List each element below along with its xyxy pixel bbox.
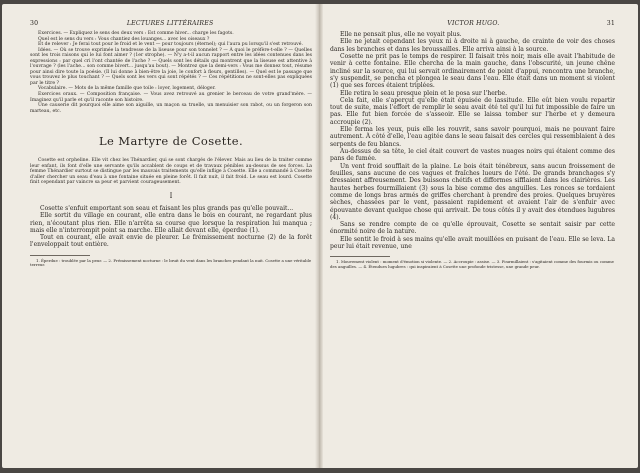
body-paragraph: Tout en courant, elle avait envie de pleurer. Le frémissement nocturne (2) de la forêt l'enveloppait tout entière. <box>30 234 312 249</box>
right-running-header <box>330 20 615 27</box>
right-page-number: 31 <box>606 20 615 27</box>
body-paragraph: Elle ne pensait plus, elle ne voyait plus. <box>340 31 462 38</box>
right-footnotes <box>330 260 615 269</box>
body-paragraph: Au-dessus de sa tête, le ciel était couvert de vastes nuages noirs qui étaient comme des pans de fumée. <box>330 148 615 163</box>
body-paragraph: Cosette s'enfuit emportant son seau et faisant les plus grands pas qu'elle pouvait... <box>40 204 294 212</box>
chapter-intro <box>30 158 312 186</box>
exercise-paragraph: Et de relever : Je ferai tout pour le froid et le vent — pour toujours (éternel); qui l'aura pu lorsqu'il s'est retrouvé. <box>38 42 303 48</box>
exercise-paragraph: Une causerie dit pourquoi elle aime son aiguille, un maçon sa truelle, un menuisier son rabot, ou un forgeron son marteau, etc. <box>30 103 312 114</box>
book-gutter <box>315 4 323 468</box>
left-body-text <box>30 205 312 249</box>
body-paragraph: Un vent froid soufflait de la plaine. Le bois était ténébreux, sans aucun froissement de feuilles, sans aucune de ces vagues et fraîches lueurs de l'été. De grands branchages s'y dressaient affreusement. Des buissons chétifs et difformes sifflaient dans les clairières. Les hautes herbes fourmillaient (3) sous la bise comme des anguilles. Les ronces se tordaient comme de longs bras armés de griffes cherchant à prendre des proies. Quelques bruyères sèches, chassées par le vent, passaient rapidement et avaient l'air de s'enfuir avec épouvante devant quelque chose qui arrivait. De tous côtés il y avait des étendues lugubres (4). <box>330 162 615 221</box>
section-numeral: I <box>169 191 173 200</box>
body-paragraph: Elle sentit le froid à ses mains qu'elle avait mouillées en puisant de l'eau. Elle se leva. La peur lui était revenue, une <box>330 235 615 251</box>
body-paragraph: Elle retira le seau presque plein et le posa sur l'herbe. <box>340 89 508 97</box>
chapter-title: Le Martyre de Cosette. <box>98 134 244 149</box>
right-header-title: VICTOR HUGO. <box>447 20 500 27</box>
body-paragraph: Cela fait, elle s'aperçut qu'elle était épuisée de lassitude. Elle eût bien voulu repartir tout de suite, mais l'effort de remplir le seau avait été tel qu'il lui fut impossible de faire un pas. Elle fut bien forcée de s'asseoir. Elle se laissa tomber sur l'herbe et y demeura accroupie (2). <box>330 96 615 126</box>
right-body-text <box>330 31 615 250</box>
exercise-paragraph: Exercices. — Expliquez le sens des deux vers : Est comme hiver... charge les fagots. <box>38 31 234 36</box>
left-footnotes <box>30 259 312 268</box>
intro-paragraph: Cosette est orpheline. Elle vit chez les Thénardier, qui se sont chargés de l'élever. Mais au lieu de la traiter comme leur enfant, ils font d'elle une servante qu'ils accablent de coups et de travaux pénibles au-dessus de ses forces. La femme Thénardier surtout se distingue par les mauvais traitements qu'elle inflige à Cosette. Elle a commandé à Cosette d'aller chercher un seau d'eau à une fontaine située en pleine forêt. Il fait nuit, il fait froid. Le seau est lourd. Cosette finit cependant par vaincre sa peur et parvient courageusement. <box>30 158 312 186</box>
exercise-paragraph: Vocabulaire. — Mots de la même famille que toile : loyer, logement, déloger. <box>38 86 216 92</box>
body-paragraph: Cosette ne prit pas le temps de respirer. Il faisait très noir, mais elle avait l'habitude de venir à cette fontaine. Elle chercha de la main gauche, dans l'obscurité, un jeune chêne incliné sur la source, qui lui servait ordinairement de point d'appui, rencontra une branche, s'y suspendit, se pencha et plongea le seau dans l'eau. Elle était dans un moment si violent (1) que ses forces étaient triplées. <box>330 52 615 90</box>
body-paragraph: Sans se rendre compte de ce qu'elle éprouvait, Cosette se sentait saisir par cette énormité noire de la nature. <box>330 221 615 236</box>
footnote: 1. Mouvement violent : moment d'émotion si violente. — 2. Accroupie : assise. — 3. Fourmillaient : s'agitaient comme des fourmis ou comme des anguilles. — 4. Étendues lugubres : qui inspiraient à Cosette une profonde tristesse, une grande peur. <box>330 259 614 270</box>
exercises-block <box>30 31 312 114</box>
footnote-rule <box>30 255 90 256</box>
footnote-rule <box>330 256 390 257</box>
body-paragraph: Elle ne jetait cependant les yeux ni à droite ni à gauche, de crainte de voir des choses dans les branches et dans les broussailles. Elle arriva ainsi à la source. <box>330 38 615 53</box>
left-page <box>30 6 312 462</box>
left-header-title: LECTURES LITTÉRAIRES <box>126 20 214 27</box>
exercise-paragraph: Exercices oraux. — Composition française. — Vous avez retrouvé au grenier le berceau de votre grand'mère. — Imaginez qu'il parle et qu'il raconte son histoire. <box>30 92 312 103</box>
body-paragraph: Elle ferma les yeux, puis elle les rouvrit, sans savoir pourquoi, mais ne pouvant faire autrement. À côté d'elle, l'eau agitée dans le seau faisait des cercles qui ressemblaient à des serpents de feu blancs. <box>330 126 615 148</box>
exercise-paragraph: Idées. — Où se trouve exprimée la tendresse de la liseuse pour son tonnelet ? — À quoi le préfère-t-elle ? — Quelles sont les trois raisons qui le lui font aimer ? (1er strophe). — N'y a-t-il aucun rapport entre les idées contenues dans les expressions : par quel cri l'ont chantée de l'ache ? — Quels sont les détails qui montrent que la liseuse est attentive à l'ouvrage ? (les l'ache... son comme bivert... jusqu'au bout). — Montrez que la demi-vers : Vous me donnez tout, résume pour ainsi dire toute la poésie. (Il lui donne à bien-être la joie, le confort à fleurs, gentilles). — Quel est le passage que vous trouvez le plus touchant ? — Quels sont les vers qui sont répétés ? — Ces répétitions ne sont-elles pas expliquées par le titre ? <box>30 47 312 86</box>
left-running-header <box>30 20 312 27</box>
exercise-paragraph: Quel est le sens du vers : Vous chantiez des louanges... avec les oiseaux ? <box>38 36 210 42</box>
left-page-number: 30 <box>30 20 39 27</box>
body-paragraph: Elle sortit du village en courant, elle entra dans le bois en courant, ne regardant plus rien, n'écoutant plus rien. Elle n'arrêta sa course que lorsque la respiration lui manqua ; mais elle n'interrompit point sa marche. Elle allait devant elle, éperdue (1). <box>30 212 312 234</box>
right-page <box>330 6 615 462</box>
footnote: 1. Éperdue : troublée par la peur. — 2. Frémissement nocturne : le bruit du vent dans les branches pendant la nuit. Cosette a une véritable terreur. <box>30 257 312 268</box>
